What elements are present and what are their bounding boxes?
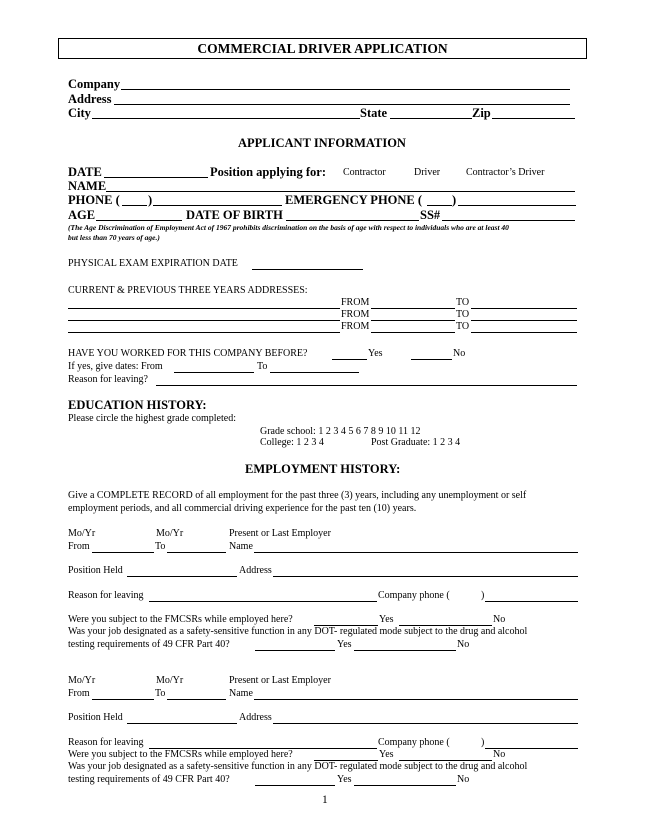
worked-before-yes: Yes <box>368 348 383 359</box>
address-from-1: FROM <box>341 297 370 308</box>
emp1-company-phone-close: ) <box>481 590 485 601</box>
address-from-2: FROM <box>341 309 370 320</box>
emp2-safety-yes: Yes <box>337 774 352 785</box>
state-field[interactable] <box>390 118 472 119</box>
emergency-close: ) <box>452 193 457 207</box>
emp1-name-label: Name <box>229 541 253 552</box>
applicant-info-heading: APPLICANT INFORMATION <box>238 136 406 150</box>
emp1-employer-header: Present or Last Employer <box>229 528 331 539</box>
date-field[interactable] <box>104 177 208 178</box>
college-options[interactable]: College: 1 2 3 4 <box>260 437 324 448</box>
emp2-safety-line1: Was your job designated as a safety-sensitive function in any DOT- regulated mode subject to the drug and alcohol <box>68 761 528 772</box>
emp1-from-label: From <box>68 541 90 552</box>
address-line-3[interactable] <box>68 332 340 333</box>
emp1-company-phone-field[interactable] <box>485 601 578 602</box>
address-from-field-2[interactable] <box>371 320 455 321</box>
ss-field[interactable] <box>442 220 575 221</box>
worked-before-yes-field[interactable] <box>332 359 367 360</box>
phone-field[interactable] <box>153 205 282 206</box>
state-label: State <box>360 106 388 120</box>
emp2-employer-header: Present or Last Employer <box>229 675 331 686</box>
emergency-phone-label: EMERGENCY PHONE ( <box>285 193 423 207</box>
emp2-company-phone-label: Company phone ( <box>378 737 450 748</box>
emp2-fmcsr-label: Were you subject to the FMCSRs while employed here? <box>68 749 293 760</box>
emp2-safety-line2: testing requirements of 49 CFR Part 40? <box>68 774 230 785</box>
emp1-fmcsr-label: Were you subject to the FMCSRs while employed here? <box>68 614 293 625</box>
address-label: Address <box>68 92 112 106</box>
emp2-to-label: To <box>155 688 166 699</box>
emp2-company-phone-close: ) <box>481 737 485 748</box>
emp1-name-field[interactable] <box>254 552 578 553</box>
dob-label: DATE OF BIRTH <box>186 208 283 222</box>
address-from-field-1[interactable] <box>371 308 455 309</box>
company-field[interactable] <box>121 89 570 90</box>
if-yes-to-field[interactable] <box>270 372 359 373</box>
post-graduate-options[interactable]: Post Graduate: 1 2 3 4 <box>371 437 461 448</box>
emp2-name-label: Name <box>229 688 253 699</box>
emp1-safety-line2: testing requirements of 49 CFR Part 40? <box>68 639 230 650</box>
title-box <box>58 38 587 59</box>
emp2-position-field[interactable] <box>127 723 237 724</box>
employment-intro-line2: employment periods, and all commercial driving experience for the past ten (10) years. <box>68 503 417 514</box>
emp1-to-field[interactable] <box>167 552 226 553</box>
emp2-fmcsr-no: No <box>493 749 506 760</box>
emp1-fmcsr-yes: Yes <box>379 614 394 625</box>
grade-school-options[interactable]: Grade school: 1 2 3 4 5 6 7 8 9 10 11 12 <box>260 426 421 437</box>
emp1-mo-yr-to-header: Mo/Yr <box>156 528 184 539</box>
emp1-fmcsr-no: No <box>493 614 506 625</box>
option-driver[interactable]: Driver <box>414 167 441 178</box>
page-title: COMMERCIAL DRIVER APPLICATION <box>197 41 448 56</box>
education-heading: EDUCATION HISTORY: <box>68 398 207 412</box>
phone-label: PHONE ( <box>68 193 120 207</box>
if-yes-dates-label: If yes, give dates: From <box>68 361 163 372</box>
emp2-reason-label: Reason for leaving <box>68 737 144 748</box>
ss-label: SS# <box>420 208 441 222</box>
emp2-position-label: Position Held <box>68 712 123 723</box>
address-to-1: TO <box>456 297 470 308</box>
emp1-position-field[interactable] <box>127 576 237 577</box>
age-note-line2: but less than 70 years of age.) <box>68 233 160 242</box>
address-field[interactable] <box>114 104 570 105</box>
city-field[interactable] <box>92 118 360 119</box>
emp2-from-field[interactable] <box>92 699 154 700</box>
address-to-field-3[interactable] <box>471 332 577 333</box>
emp2-mo-yr-from-header: Mo/Yr <box>68 675 96 686</box>
address-to-field-1[interactable] <box>471 308 577 309</box>
name-label: NAME <box>68 179 107 193</box>
reason-leaving-field[interactable] <box>156 385 577 386</box>
emp2-name-field[interactable] <box>254 699 578 700</box>
worked-before-label: HAVE YOU WORKED FOR THIS COMPANY BEFORE? <box>68 348 308 359</box>
address-to-3: TO <box>456 321 470 332</box>
address-from-3: FROM <box>341 321 370 332</box>
emp1-safety-no-field[interactable] <box>354 650 456 651</box>
zip-field[interactable] <box>492 118 575 119</box>
address-line-2[interactable] <box>68 320 340 321</box>
if-yes-from-field[interactable] <box>174 372 254 373</box>
emp1-reason-field[interactable] <box>149 601 377 602</box>
emp1-safety-line1: Was your job designated as a safety-sensitive function in any DOT- regulated mode subject to the drug and alcohol <box>68 626 528 637</box>
emp1-reason-label: Reason for leaving <box>68 590 144 601</box>
education-instruction: Please circle the highest grade completed: <box>68 413 236 424</box>
date-label: DATE <box>68 165 102 179</box>
address-line-1[interactable] <box>68 308 340 309</box>
emp2-to-field[interactable] <box>167 699 226 700</box>
if-yes-to-label: To <box>257 361 268 372</box>
emp1-address-label: Address <box>239 565 272 576</box>
emp1-company-phone-label: Company phone ( <box>378 590 450 601</box>
emergency-area-field[interactable] <box>427 205 452 206</box>
emp2-address-label: Address <box>239 712 272 723</box>
physical-exam-field[interactable] <box>252 269 363 270</box>
emp2-mo-yr-to-header: Mo/Yr <box>156 675 184 686</box>
phone-area-field[interactable] <box>122 205 147 206</box>
city-label: City <box>68 106 91 120</box>
emp2-from-label: From <box>68 688 90 699</box>
emp1-address-field[interactable] <box>273 576 578 577</box>
position-label: Position applying for: <box>210 165 326 179</box>
emergency-phone-field[interactable] <box>458 205 576 206</box>
phone-close: ) <box>148 193 153 207</box>
employment-heading: EMPLOYMENT HISTORY: <box>245 462 401 476</box>
worked-before-no-field[interactable] <box>411 359 452 360</box>
emp2-safety-yes-field[interactable] <box>255 785 335 786</box>
physical-exam-label: PHYSICAL EXAM EXPIRATION DATE <box>68 258 238 269</box>
emp2-safety-no-field[interactable] <box>354 785 456 786</box>
name-field[interactable] <box>106 191 575 192</box>
address-from-field-3[interactable] <box>371 332 455 333</box>
emp1-safety-yes: Yes <box>337 639 352 650</box>
emp1-from-field[interactable] <box>92 552 154 553</box>
option-contractors-driver[interactable]: Contractor’s Driver <box>466 167 545 178</box>
addresses-label: CURRENT & PREVIOUS THREE YEARS ADDRESSES: <box>68 285 308 296</box>
emp1-mo-yr-from-header: Mo/Yr <box>68 528 96 539</box>
emp2-address-field[interactable] <box>273 723 578 724</box>
address-to-field-2[interactable] <box>471 320 577 321</box>
reason-leaving-label: Reason for leaving? <box>68 374 148 385</box>
age-label: AGE <box>68 208 96 222</box>
age-field[interactable] <box>96 220 182 221</box>
company-label: Company <box>68 77 121 91</box>
age-note-line1: (The Age Discrimination of Employment Act of 1967 prohibits discrimination on the basis of age with respect to individuals who are at least 40 <box>68 223 509 232</box>
emp1-position-label: Position Held <box>68 565 123 576</box>
employment-intro-line1: Give a COMPLETE RECORD of all employment for the past three (3) years, including any unemployment or self <box>68 490 527 501</box>
emp1-to-label: To <box>155 541 166 552</box>
option-contractor[interactable]: Contractor <box>343 167 386 178</box>
emp1-safety-yes-field[interactable] <box>255 650 335 651</box>
page-number: 1 <box>322 794 328 806</box>
zip-label: Zip <box>472 106 491 120</box>
emp1-safety-no: No <box>457 639 470 650</box>
emp2-safety-no: No <box>457 774 470 785</box>
emp2-fmcsr-yes: Yes <box>379 749 394 760</box>
address-to-2: TO <box>456 309 470 320</box>
worked-before-no: No <box>453 348 466 359</box>
dob-field[interactable] <box>286 220 419 221</box>
